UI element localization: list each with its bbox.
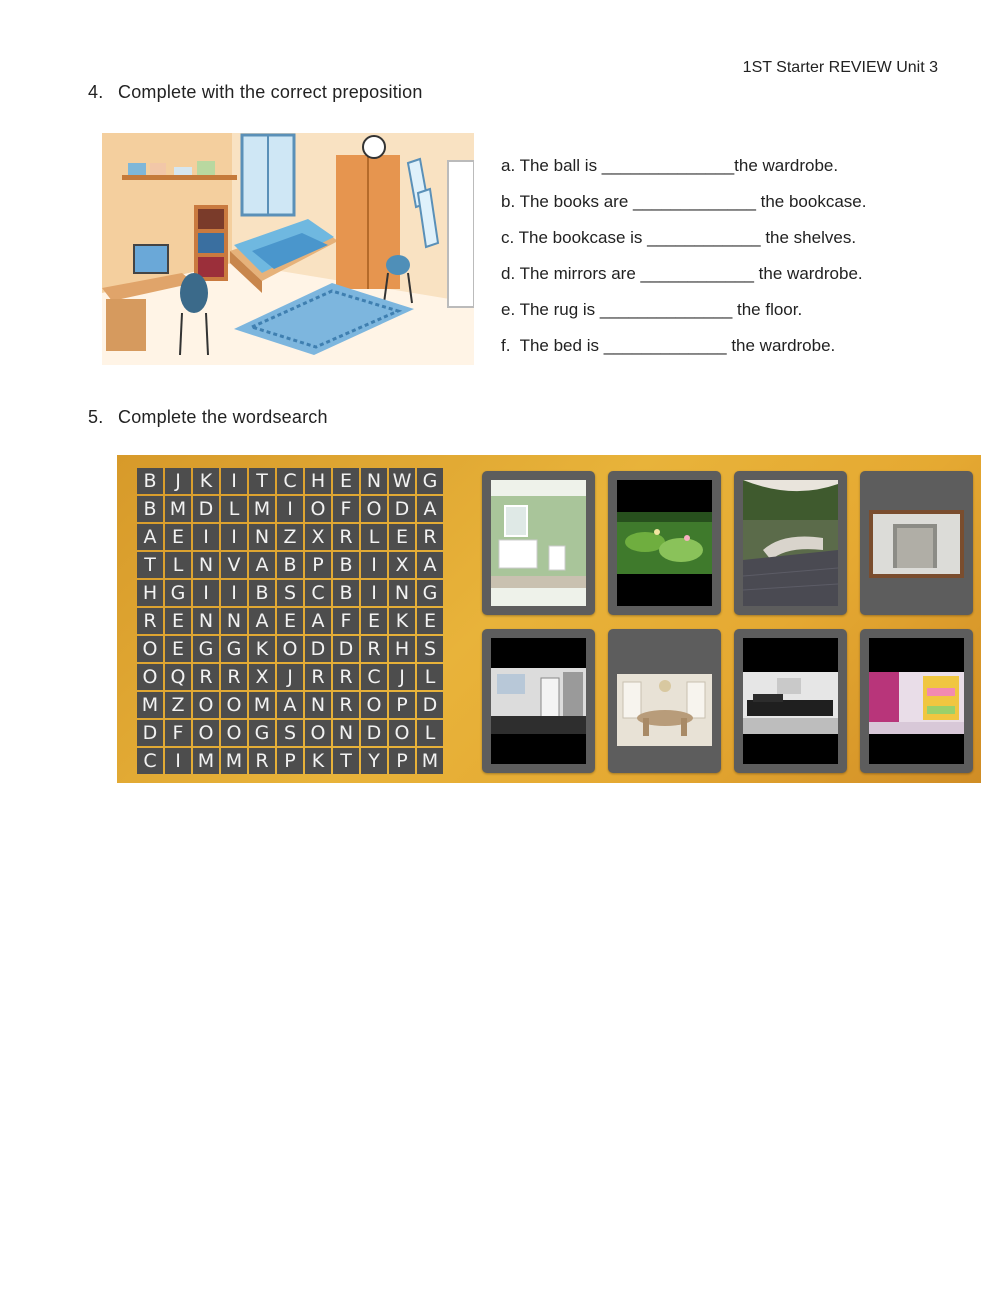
bathroom-photo [491,480,586,606]
section-title-text: Complete with the correct preposition [118,82,423,102]
dining-room-photo [617,638,712,764]
grid-cell[interactable]: N [193,552,219,578]
grid-cell[interactable]: R [333,664,359,690]
sentence-e: e. The rug is ______________ the floor. [501,300,803,319]
grid-cell[interactable]: K [389,608,415,634]
grid-cell[interactable]: T [137,552,163,578]
grid-cell[interactable]: F [165,720,191,746]
terrace-photo [743,480,838,606]
grid-cell[interactable]: M [221,748,247,774]
grid-cell[interactable]: G [221,636,247,662]
section-4-title [88,82,423,103]
sentence-f: f. The bed is _____________ the wardrobe. [501,336,836,355]
grid-cell[interactable]: J [389,664,415,690]
picture-card[interactable] [734,629,847,773]
sentence-c: c. The bookcase is ____________ the shelves. [501,228,857,247]
grid-cell[interactable]: K [305,748,331,774]
bedroom-photo [869,638,964,764]
grid-cell[interactable]: M [165,496,191,522]
grid-cell[interactable]: G [165,580,191,606]
grid-cell[interactable]: N [361,468,387,494]
section-5-title [88,407,328,428]
grid-cell[interactable]: L [417,720,443,746]
grid-cell[interactable]: R [193,664,219,690]
grid-cell[interactable]: A [249,608,275,634]
grid-cell[interactable]: D [137,720,163,746]
grid-cell[interactable]: E [277,608,303,634]
grid-cell[interactable]: P [389,748,415,774]
picture-card[interactable] [608,471,721,615]
grid-cell[interactable]: L [361,524,387,550]
grid-cell[interactable]: B [333,552,359,578]
grid-cell[interactable]: D [333,636,359,662]
grid-cell[interactable]: E [333,468,359,494]
grid-cell[interactable]: X [249,664,275,690]
grid-cell[interactable]: F [333,496,359,522]
grid-cell[interactable]: T [249,468,275,494]
grid-cell[interactable]: E [389,524,415,550]
grid-cell[interactable]: M [193,748,219,774]
grid-cell[interactable]: A [137,524,163,550]
grid-cell[interactable]: I [221,524,247,550]
garden-photo [617,480,712,606]
grid-cell[interactable]: I [221,468,247,494]
grid-cell[interactable]: B [277,552,303,578]
grid-cell[interactable]: O [305,496,331,522]
grid-cell[interactable]: I [277,496,303,522]
grid-cell[interactable]: K [193,468,219,494]
grid-cell[interactable]: R [361,636,387,662]
grid-cell[interactable]: A [277,692,303,718]
grid-cell[interactable]: P [389,692,415,718]
grid-cell[interactable]: Q [165,664,191,690]
sentence-a: a. The ball is ______________the wardrobe. [501,156,839,175]
grid-cell[interactable]: C [137,748,163,774]
grid-cell[interactable]: O [137,664,163,690]
grid-cell[interactable]: Z [277,524,303,550]
preposition-sentences [501,155,866,371]
grid-cell[interactable]: I [221,580,247,606]
picture-card[interactable] [482,629,595,773]
grid-cell[interactable]: D [305,636,331,662]
grid-cell[interactable]: M [417,748,443,774]
grid-cell[interactable]: N [193,608,219,634]
grid-cell[interactable]: D [361,720,387,746]
grid-cell[interactable]: O [361,692,387,718]
bedroom-illustration [102,133,474,365]
picture-card[interactable] [860,629,973,773]
grid-cell[interactable]: C [305,580,331,606]
grid-cell[interactable]: I [165,748,191,774]
grid-cell[interactable]: N [333,720,359,746]
grid-cell[interactable]: D [193,496,219,522]
grid-cell[interactable]: G [193,636,219,662]
grid-cell[interactable]: D [389,496,415,522]
grid-cell[interactable]: N [249,524,275,550]
grid-cell[interactable]: H [389,636,415,662]
grid-cell[interactable]: C [361,664,387,690]
grid-cell[interactable]: O [305,720,331,746]
wordsearch-grid [137,468,443,774]
grid-cell[interactable]: L [221,496,247,522]
grid-cell[interactable]: R [221,664,247,690]
grid-cell[interactable]: Z [165,692,191,718]
grid-cell[interactable]: X [389,552,415,578]
grid-cell[interactable]: R [417,524,443,550]
picture-card[interactable] [482,471,595,615]
grid-cell[interactable]: I [361,580,387,606]
grid-cell[interactable]: R [333,524,359,550]
grid-cell[interactable]: O [221,692,247,718]
grid-cell[interactable]: E [361,608,387,634]
grid-cell[interactable]: F [333,608,359,634]
picture-card[interactable] [860,471,973,615]
grid-cell[interactable]: H [137,580,163,606]
grid-cell[interactable]: N [305,692,331,718]
grid-cell[interactable]: I [361,552,387,578]
grid-cell[interactable]: O [137,636,163,662]
grid-cell[interactable]: B [333,580,359,606]
grid-cell[interactable]: H [305,468,331,494]
grid-cell[interactable]: S [277,580,303,606]
grid-cell[interactable]: X [305,524,331,550]
grid-cell[interactable]: L [165,552,191,578]
grid-cell[interactable]: D [417,692,443,718]
grid-cell[interactable]: T [333,748,359,774]
grid-cell[interactable]: E [165,524,191,550]
grid-cell[interactable]: V [221,552,247,578]
grid-cell[interactable]: O [277,636,303,662]
grid-cell[interactable]: S [277,720,303,746]
grid-cell[interactable]: P [305,552,331,578]
grid-cell[interactable]: G [417,580,443,606]
garage-photo [869,480,964,606]
header-note: 1ST Starter REVIEW Unit 3 [742,59,938,76]
grid-cell[interactable]: R [333,692,359,718]
grid-cell[interactable]: S [417,636,443,662]
wordsearch-panel [117,455,981,783]
grid-cell[interactable]: O [389,720,415,746]
section-number: 5. [88,407,104,427]
grid-cell[interactable]: O [193,720,219,746]
grid-cell[interactable]: E [165,608,191,634]
grid-cell[interactable]: M [249,496,275,522]
grid-cell[interactable]: C [277,468,303,494]
grid-cell[interactable]: M [249,692,275,718]
grid-cell[interactable]: J [277,664,303,690]
grid-cell[interactable]: O [221,720,247,746]
grid-cell[interactable]: E [165,636,191,662]
grid-cell[interactable]: O [193,692,219,718]
grid-cell[interactable]: K [249,636,275,662]
grid-cell[interactable]: B [249,580,275,606]
grid-cell[interactable]: B [137,496,163,522]
section-title-text: Complete the wordsearch [118,407,328,427]
grid-cell[interactable]: O [361,496,387,522]
grid-cell[interactable]: G [417,468,443,494]
grid-cell[interactable]: M [137,692,163,718]
picture-card[interactable] [608,629,721,773]
grid-cell[interactable]: R [137,608,163,634]
grid-cell[interactable]: I [193,524,219,550]
grid-cell[interactable]: E [417,608,443,634]
grid-cell[interactable]: A [305,608,331,634]
grid-cell[interactable]: A [417,552,443,578]
grid-cell[interactable]: Y [361,748,387,774]
grid-cell[interactable]: N [389,580,415,606]
grid-cell[interactable]: A [249,552,275,578]
grid-cell[interactable]: R [305,664,331,690]
living-room-photo [743,638,838,764]
kitchen-photo [491,638,586,764]
grid-cell[interactable]: G [249,720,275,746]
sentence-b: b. The books are _____________ the bookcase. [501,192,867,211]
grid-cell[interactable]: L [417,664,443,690]
grid-cell[interactable]: P [277,748,303,774]
grid-cell[interactable]: B [137,468,163,494]
grid-cell[interactable]: N [221,608,247,634]
grid-cell[interactable]: W [389,468,415,494]
grid-cell[interactable]: J [165,468,191,494]
grid-cell[interactable]: A [417,496,443,522]
sentence-d: d. The mirrors are ____________ the wardrobe. [501,264,863,283]
picture-card[interactable] [734,471,847,615]
grid-cell[interactable]: I [193,580,219,606]
section-number: 4. [88,82,104,102]
picture-cards [482,471,973,773]
grid-cell[interactable]: R [249,748,275,774]
